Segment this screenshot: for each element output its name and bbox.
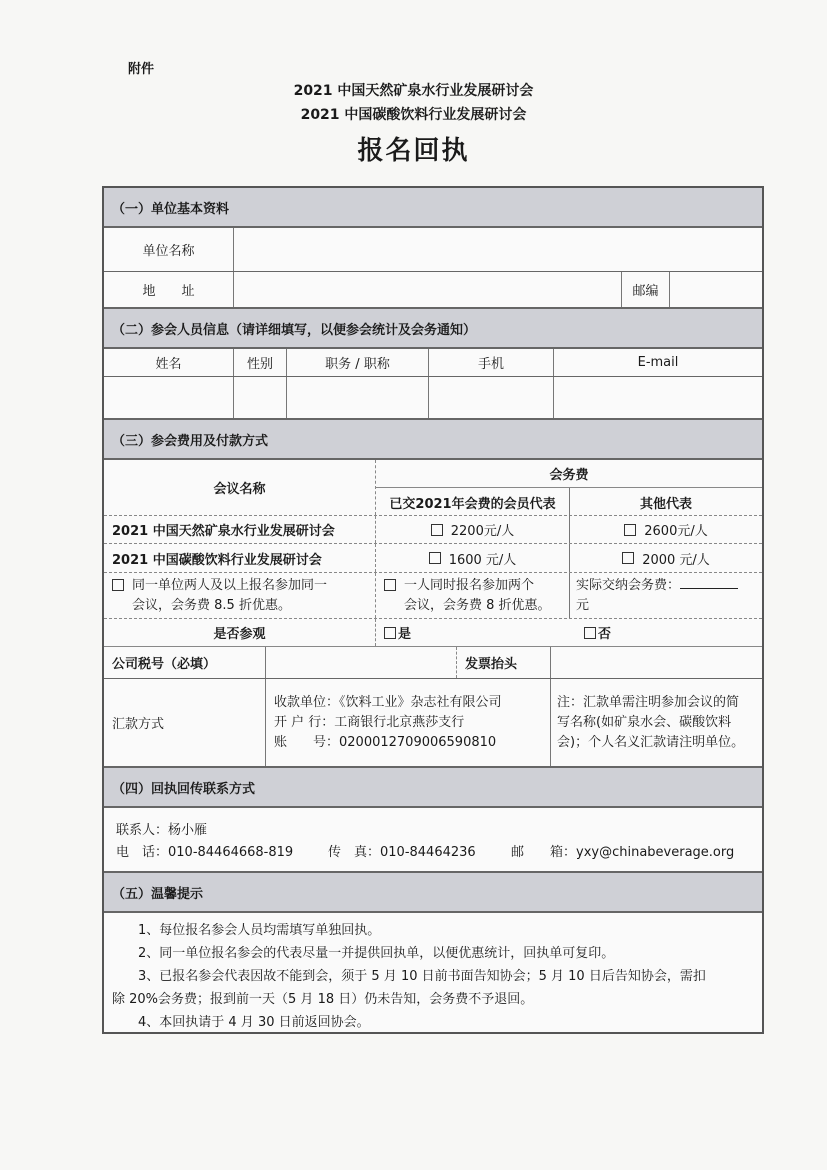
payee: 收款单位：《饮料工业》杂志社有限公司 (274, 694, 502, 710)
member-header: 已交2021年会费的会员代表 (376, 488, 570, 516)
remit-note-line-1: 注：汇款单需注明参加会议的简 (557, 694, 740, 710)
checkbox-icon[interactable] (624, 524, 636, 536)
org-name-field[interactable] (234, 228, 762, 271)
attendee-header-row (104, 349, 762, 377)
col-gender: 性别 (234, 349, 287, 376)
other-fee-option[interactable] (570, 516, 762, 543)
meeting-name-header: 会议名称 (104, 460, 376, 515)
attendee-title-field[interactable] (287, 377, 429, 418)
checkbox-icon[interactable] (112, 579, 124, 591)
visit-no-label: 否 (598, 627, 612, 642)
contact-fax: 传 真：010-84464236 (328, 845, 476, 860)
section5-heading: （五）温馨提示 (104, 873, 762, 913)
tax-field[interactable] (266, 647, 457, 678)
bank-info (266, 679, 551, 766)
attendee-gender-field[interactable] (234, 377, 287, 418)
title-line-2: 2021 中国碳酸饮料行业发展研讨会 (300, 107, 527, 123)
section3-heading: （三）参会费用及付款方式 (104, 420, 762, 460)
tip-item: 1、每位报名参会人员均需填写单独回执。 (138, 923, 381, 938)
address-field[interactable] (234, 272, 622, 307)
member-fee-option[interactable] (376, 544, 570, 572)
discount-2-line-1: 一人同时报名参加两个 (404, 577, 535, 593)
member-fee-option[interactable] (376, 516, 570, 543)
visit-yes-label: 是 (398, 627, 412, 642)
member-fee: 1600 元/人 (448, 552, 517, 568)
col-title: 职务 / 职称 (287, 349, 429, 376)
contact-email[interactable]: 邮 箱：yxy@chinabeverage.org (511, 845, 735, 860)
other-fee: 2600元/人 (644, 524, 708, 539)
discount-1-line-1: 同一单位两人及以上报名参加同一 (132, 577, 328, 593)
contact-phone: 电 话：010-84464668-819 (116, 845, 294, 860)
section4-heading: （四）回执回传联系方式 (104, 768, 762, 808)
checkbox-icon[interactable] (584, 627, 596, 639)
visit-no-option[interactable] (576, 619, 762, 646)
discount-two-meetings[interactable] (376, 573, 570, 618)
discount-row (104, 573, 762, 619)
visit-yes-option[interactable] (376, 619, 576, 646)
meeting-row-2 (104, 544, 762, 573)
discount-same-unit[interactable] (104, 573, 376, 618)
tax-label: 公司税号（必填） (104, 647, 266, 678)
address-row (104, 272, 762, 309)
other-fee: 2000 元/人 (642, 552, 710, 568)
discount-2-line-2: 会议，会务费 8 折优惠。 (404, 597, 551, 613)
fee-header: 会务费 (376, 460, 762, 488)
attendee-name-field[interactable] (104, 377, 234, 418)
checkbox-icon[interactable] (384, 579, 396, 591)
tip-item: 4、本回执请于 4 月 30 日前返回协会。 (138, 1015, 370, 1030)
discount-1-line-2: 会议，会务费 8.5 折优惠。 (132, 597, 291, 613)
meeting-name: 2021 中国天然矿泉水行业发展研讨会 (104, 516, 376, 543)
remit-label: 汇款方式 (104, 679, 266, 766)
col-email: E-mail (637, 355, 679, 370)
postcode-field[interactable] (670, 272, 762, 307)
postcode-label: 邮编 (622, 272, 670, 307)
checkbox-icon[interactable] (622, 552, 634, 564)
tip-item: 3、已报名参会代表因故不能到会，须于 5 月 10 日前书面告知协会；5 月 10 日后告知协会，需扣 (138, 969, 706, 984)
attendee-email-field[interactable] (554, 377, 762, 418)
col-mobile: 手机 (429, 349, 554, 376)
checkbox-icon[interactable] (384, 627, 396, 639)
title-line-1: 2021 中国天然矿泉水行业发展研讨会 (293, 83, 534, 99)
attachment-label: 附件 (128, 62, 155, 77)
visit-row (104, 619, 762, 647)
actual-fee-field[interactable] (680, 576, 738, 589)
remit-note (551, 679, 762, 766)
invoice-label: 发票抬头 (457, 647, 551, 678)
section2-heading: （二）参会人员信息（请详细填写，以便参会统计及会务通知） (104, 309, 762, 349)
account: 账 号：0200012709006590810 (274, 734, 497, 750)
section1-heading: （一）单位基本资料 (104, 188, 762, 228)
form-title: 报名回执 (357, 136, 470, 166)
remit-note-line-3: 会)；个人名义汇款请注明单位。 (557, 734, 745, 750)
col-name: 姓名 (104, 349, 234, 376)
visit-label: 是否参观 (104, 619, 376, 646)
contact-person: 联系人：杨小雁 (116, 823, 208, 838)
tip-item: 除 20%会务费；报到前一天（5 月 18 日）仍未告知，会务费不予退回。 (112, 992, 534, 1007)
remit-note-line-2: 写名称(如矿泉水会、碳酸饮料 (557, 714, 732, 730)
actual-fee-label: 实际交纳会务费： (576, 577, 681, 593)
tax-row (104, 647, 762, 679)
other-fee-option[interactable] (570, 544, 762, 572)
member-fee: 2200元/人 (450, 524, 515, 539)
address-label: 地 址 (104, 272, 234, 307)
contact-info (104, 808, 762, 873)
other-header: 其他代表 (639, 496, 692, 512)
registration-form (102, 186, 764, 1034)
checkbox-icon[interactable] (431, 524, 443, 536)
tip-item: 2、同一单位报名参会的代表尽量一并提供回执单，以便优惠统计，回执单可复印。 (138, 946, 615, 961)
actual-fee (570, 573, 762, 618)
meeting-row-1 (104, 516, 762, 544)
bank: 开 户 行：工商银行北京燕莎支行 (274, 714, 465, 730)
actual-fee-unit: 元 (576, 597, 590, 613)
remittance-row (104, 679, 762, 768)
fee-header-row (104, 460, 762, 516)
attendee-row (104, 377, 762, 420)
invoice-field[interactable] (551, 647, 762, 678)
org-name-row (104, 228, 762, 272)
org-name-label: 单位名称 (104, 228, 234, 271)
checkbox-icon[interactable] (429, 552, 441, 564)
meeting-name: 2021 中国碳酸饮料行业发展研讨会 (104, 544, 376, 572)
tips-list (104, 913, 762, 1032)
attendee-mobile-field[interactable] (429, 377, 554, 418)
